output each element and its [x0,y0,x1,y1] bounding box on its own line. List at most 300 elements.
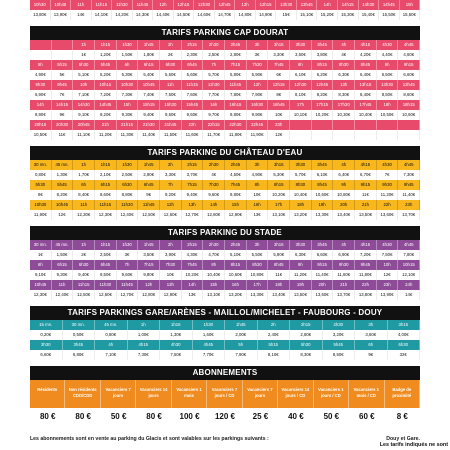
price-cell: 10,40€ [355,110,377,120]
chateau-eau-title: TARIFS PARKING DU CHÂTEAU D'EAU [30,146,420,160]
duration-cell: 2h [160,240,182,250]
price-cell: 1,50€ [52,250,74,260]
price-cell: 9,20€ [160,190,182,200]
price-cell: 7,10€ [73,90,95,100]
duration-cell: 45 mn. [95,320,128,330]
price-cell: 5,50€ [160,70,182,80]
duration-cell: 5h [30,60,52,70]
price-cell: 1,50€ [117,50,139,60]
duration-cell: 7h30 [247,60,269,70]
duration-cell: 15h30 [160,100,182,110]
price-cell: 2,90€ [138,170,160,180]
price-cell: 1€ [30,250,52,260]
price-cell: 10,50€ [30,130,52,140]
top-header-row [30,0,420,10]
duration-cell: 2h [160,160,182,170]
price-cell: 5€ [52,70,74,80]
price-cell: 9,70€ [203,110,225,120]
price-cell: 14€ [398,290,420,300]
price-cell: 12,50€ [73,290,95,300]
price-cell: 11€ [52,130,74,140]
price-cell: 10,20€ [268,190,290,200]
duration-cell: 16h15 [225,100,247,110]
note-left-text: Les abonnements sont en vente au parking du Glacis et sont valables sur les parkings suivants : [30,436,269,442]
duration-cell: 10h30 [30,200,52,210]
price-cell: 11,60€ [333,270,355,280]
price-row [30,110,420,120]
price-cell: 5,60€ [182,70,204,80]
duration-row [30,320,420,330]
price-cell: 5,30€ [268,170,290,180]
duration-cell: 5h45 [323,340,356,350]
duration-cell: 7h30 [203,180,225,190]
abonnement-price-cell: 100 € [179,412,200,421]
duration-cell: 6h [117,60,139,70]
price-cell: 3€ [117,250,139,260]
duration-cell [333,120,355,130]
abonnements-note [30,436,420,442]
duration-cell: 12h [153,0,174,10]
duration-cell: 2h15 [290,320,323,330]
price-cell [30,50,52,60]
duration-cell: 4h30 [377,40,399,50]
price-cell: 9,90€ [247,110,269,120]
price-cell: 8,50€ [323,350,356,360]
duration-cell: 7h15 [225,60,247,70]
duration-cell: 14h30 [73,100,95,110]
duration-cell: 7h45 [225,180,247,190]
price-cell: 12,70€ [182,210,204,220]
duration-cell: 23h [377,280,399,290]
price-cell: 6,20€ [312,70,334,80]
duration-cell: 4h [333,240,355,250]
price-row [30,50,420,60]
duration-cell: 8h45 [268,260,290,270]
duration-cell: 19h [290,280,312,290]
price-cell: 4,30€ [182,250,204,260]
duration-cell: 9h15 [398,60,420,70]
price-cell: 3,80€ [312,50,334,60]
duration-cell: 7h15 [182,180,204,190]
price-cell: 7,60€ [182,90,204,100]
abonnement-price-cell: 60 € [359,412,375,421]
duration-cell: 13h15 [355,80,377,90]
duration-cell: 1h [73,40,95,50]
chateau-eau-table [30,160,420,220]
price-cell: 4€ [203,170,225,180]
price-cell: 12,70€ [117,290,139,300]
duration-cell: 18h15 [398,100,420,110]
duration-cell: 22h [355,280,377,290]
price-cell: 5,80€ [225,70,247,80]
duration-cell: 3h45 [63,340,96,350]
duration-cell: 4h [333,160,355,170]
duration-cell: 20h45 [73,120,95,130]
duration-cell: 3h [247,40,269,50]
duration-cell [30,40,52,50]
abonnement-price-cell: 40 € [288,412,304,421]
tariff-page [30,0,420,450]
duration-cell: 1h45 [138,240,160,250]
abonnement-type-cell: Vacanciers 7 jours [101,380,136,408]
price-cell: 13,80€ [30,10,51,20]
price-cell: 3,30€ [160,170,182,180]
duration-cell: 15h [117,100,139,110]
price-cell: 12,30€ [30,290,52,300]
price-cell: 0,80€ [30,170,52,180]
duration-cell: 6h30 [160,60,182,70]
duration-row [30,260,420,270]
duration-cell: 4h15 [355,40,377,50]
duration-cell: 12h30 [290,80,312,90]
duration-cell: 14h [317,0,338,10]
price-cell: 11,50€ [160,130,182,140]
price-cell: 9,40€ [138,110,160,120]
price-cell: 11,60€ [182,130,204,140]
duration-cell: 11h45 [225,80,247,90]
duration-cell: 12h [247,80,269,90]
price-cell: 9€ [355,350,388,360]
price-cell: 2,80€ [225,50,247,60]
price-cell: 5,90€ [268,250,290,260]
duration-cell: 4h30 [377,240,399,250]
duration-cell: 1h45 [138,160,160,170]
duration-cell: 1h15 [95,160,117,170]
price-cell [290,130,312,140]
price-cell: 1,70€ [73,170,95,180]
price-cell: 7,50€ [377,250,399,260]
price-cell: 13,80€ [355,290,377,300]
duration-cell: 10h45 [52,200,74,210]
price-cell: 13,90€ [51,10,72,20]
duration-cell: 4h45 [398,40,420,50]
price-cell: 11,20€ [95,130,117,140]
price-cell: 11,20€ [377,190,399,200]
price-cell: 0,50€ [63,330,96,340]
duration-cell: 3h45 [312,240,334,250]
price-cell: 13,30€ [312,210,334,220]
abonnement-price-cell: 8 € [396,412,408,421]
duration-cell [355,120,377,130]
duration-cell: 9h30 [30,80,52,90]
duration-cell: 19h [312,200,334,210]
price-cell: 8,20€ [312,90,334,100]
price-cell: 32€ [388,350,421,360]
duration-cell: 10h [73,80,95,90]
duration-cell: 5h15 [52,60,74,70]
price-cell: 2,50€ [203,50,225,60]
abonnement-type-cell: Vacanciers 7 jours / CD [207,380,242,408]
duration-cell: 3h15 [268,240,290,250]
price-cell: 10,60€ [225,270,247,280]
duration-cell: 8h30 [247,260,269,270]
duration-cell: 20h15 [30,120,52,130]
duration-cell: 16h45 [268,100,290,110]
price-cell: 4,00€ [388,330,421,340]
price-cell: 9,40€ [182,190,204,200]
price-cell: 12€ [52,210,74,220]
stade-table [30,240,420,300]
duration-cell: 7h15 [138,260,160,270]
price-row [30,250,420,260]
price-cell: 7,80€ [225,90,247,100]
price-cell: 5,90€ [247,70,269,80]
duration-cell: 3h [247,240,269,250]
abonnement-type-cell: Vacanciers 14 jours / CD [278,380,313,408]
duration-cell: 4h45 [193,340,226,350]
duration-cell: 11h45 [138,200,160,210]
duration-cell: 11h45 [117,280,139,290]
price-cell: 3,70€ [182,170,204,180]
duration-cell: 2h45 [225,40,247,50]
duration-cell: 6h30 [388,340,421,350]
price-cell: 15€ [276,10,297,20]
duration-cell: 10h [377,260,399,270]
duration-row [30,180,420,190]
duration-cell: 9h [290,260,312,270]
duration-cell: 15h [400,0,421,10]
price-cell: 11,90€ [247,130,269,140]
price-cell: 2,40€ [258,330,291,340]
price-cell: 13,20€ [290,210,312,220]
price-cell: 14,40€ [153,10,174,20]
abonnement-type-cell: Vacanciers 1 mois [172,380,207,408]
price-cell: 13,20€ [225,290,247,300]
price-cell: 13,70€ [398,210,420,220]
duration-cell: 22h [377,200,399,210]
price-cell: 10€ [268,110,290,120]
duration-cell: 21h [333,280,355,290]
price-cell: 14,60€ [194,10,215,20]
duration-cell: 4h15 [128,340,161,350]
duration-cell: 14h15 [338,0,359,10]
price-cell: 7,50€ [160,350,193,360]
duration-cell: 4h15 [355,240,377,250]
price-cell: 6,60€ [398,70,420,80]
duration-row [30,60,420,70]
price-cell: 10,10€ [290,110,312,120]
duration-cell: 17h [268,200,290,210]
duration-cell: 22h45 [247,120,269,130]
duration-row [30,200,420,210]
price-cell: 9€ [138,190,160,200]
price-cell: 13,40€ [268,290,290,300]
top-value-row [30,10,420,20]
price-cell: 3,60€ [355,330,388,340]
price-cell: 3,50€ [290,50,312,60]
duration-cell: 45 mn. [52,240,74,250]
duration-cell: 6h [30,260,52,270]
price-cell: 7,70€ [203,90,225,100]
price-cell: 7,30€ [128,350,161,360]
price-cell: 4,60€ [398,50,420,60]
duration-cell: 30 mn. [30,160,52,170]
price-cell: 6,90€ [30,90,52,100]
duration-cell: 7h45 [182,260,204,270]
duration-cell: 13h [160,280,182,290]
duration-cell: 9h30 [333,260,355,270]
price-cell: 11,40€ [138,130,160,140]
price-cell: 5,20€ [95,70,117,80]
price-cell [377,130,399,140]
duration-row [30,120,420,130]
duration-cell: 6h30 [73,260,95,270]
price-cell [355,130,377,140]
price-cell: 2€ [73,250,95,260]
duration-cell: 11h [52,280,74,290]
price-cell: 9€ [52,110,74,120]
price-cell: 12€ [377,270,399,280]
duration-cell: 10h15 [398,260,420,270]
price-cell: 12,80€ [203,210,225,220]
price-cell: 4,70€ [203,250,225,260]
duration-cell: 10h45 [51,0,72,10]
duration-cell: 7h [203,60,225,70]
price-row [30,130,420,140]
price-cell: 3,30€ [268,50,290,60]
duration-cell: 12h30 [194,0,215,10]
abonnement-type-cell: Badge de proximité [385,380,420,408]
duration-cell: 15 mn. [30,320,63,330]
price-row [30,90,420,100]
duration-cell: 11h15 [182,80,204,90]
price-cell: 13€ [182,290,204,300]
duration-cell: 20h [333,200,355,210]
duration-cell: 6h15 [95,180,117,190]
price-cell: 13,90€ [377,290,399,300]
price-cell: 5,70€ [203,70,225,80]
duration-cell: 4h45 [398,240,420,250]
price-cell: 4,90€ [30,70,52,80]
duration-cell: 3h15 [268,40,290,50]
duration-cell: 9h45 [52,80,74,90]
duration-cell: 5h45 [95,60,117,70]
duration-cell: 21h [355,200,377,210]
duration-cell: 11h30 [112,0,133,10]
price-cell: 14€ [71,10,92,20]
duration-cell: 8h [290,60,312,70]
duration-cell: 1h30 [193,320,226,330]
duration-cell: 9h45 [398,180,420,190]
duration-cell [377,120,399,130]
duration-cell: 7h45 [268,60,290,70]
duration-cell: 1h15 [95,40,117,50]
abonnement-type-cell: Vacanciers 1 mois / CD [349,380,384,408]
price-cell: 2,30€ [182,50,204,60]
duration-cell: 4h [95,340,128,350]
price-cell: 4,50€ [225,170,247,180]
duration-cell: 3h15 [388,320,421,330]
duration-cell: 1h30 [117,40,139,50]
duration-cell: 14h15 [52,100,74,110]
stade-title: TARIFS PARKING DU STADE [30,226,420,240]
cap-dourat-table [30,40,420,140]
abonnement-price-cell: 25 € [252,412,269,421]
duration-cell: 9h30 [377,180,399,190]
duration-cell: 7h30 [160,260,182,270]
price-cell: 6,10€ [290,70,312,80]
duration-cell: 11h [160,80,182,90]
price-cell: 15,30€ [338,10,359,20]
gare-title: TARIFS PARKINGS GARE/ARÈNES - MAILLOL/MICHELET - FAUBOURG - DOUY [30,306,420,320]
duration-cell: 1h15 [160,320,193,330]
price-cell: 11,70€ [203,130,225,140]
price-cell: 13,50€ [290,290,312,300]
price-cell: 6,30€ [333,70,355,80]
price-cell: 12,60€ [95,290,117,300]
price-cell: 2,00€ [225,330,258,340]
price-cell: 14,10€ [92,10,113,20]
duration-cell: 9h [377,60,399,70]
price-cell: 4,20€ [355,50,377,60]
duration-cell: 2h15 [182,240,204,250]
duration-cell: 13h45 [398,80,420,90]
abonnement-price-cell: 80 € [146,412,162,421]
duration-cell: 2h [160,40,182,50]
price-cell: 5,70€ [290,170,312,180]
price-cell: 14,70€ [215,10,236,20]
price-cell: 13,50€ [355,210,377,220]
price-row [30,190,420,200]
price-row [30,270,420,280]
duration-cell: 13h [182,200,204,210]
duration-cell: 9h45 [355,260,377,270]
duration-cell: 12h [160,200,182,210]
duration-cell: 3h30 [290,40,312,50]
price-cell: 9,60€ [203,190,225,200]
price-cell: 12,90€ [160,290,182,300]
duration-cell: 7h [160,180,182,190]
price-cell: 15,10€ [297,10,318,20]
duration-cell: 13h30 [377,80,399,90]
duration-cell: 3h45 [312,40,334,50]
duration-cell: 6h15 [52,260,74,270]
duration-cell: 6h [355,340,388,350]
abonnements-header-row [30,380,420,408]
cap-dourat-title: TARIFS PARKING CAP DOURAT [30,26,420,40]
price-cell: 9,20€ [95,110,117,120]
price-cell: 9,30€ [52,270,74,280]
duration-cell: 1h30 [117,160,139,170]
price-cell: 11,80€ [355,270,377,280]
duration-cell: 1h [73,160,95,170]
price-cell: 10,80€ [247,270,269,280]
duration-cell: 3h [355,320,388,330]
price-cell: 6,10€ [312,170,334,180]
duration-cell: 5h30 [73,60,95,70]
duration-row [30,100,420,110]
duration-cell: 8h15 [225,260,247,270]
duration-cell: 3h30 [30,340,63,350]
duration-cell: 15h [203,280,225,290]
duration-cell: 1h [128,320,161,330]
duration-cell: 7h [117,260,139,270]
price-cell: 13,10€ [203,290,225,300]
price-cell: 1,30€ [160,330,193,340]
duration-cell [398,120,420,130]
duration-cell: 14h30 [359,0,380,10]
abonnement-price-cell: 80 € [39,412,56,421]
duration-cell: 1h [73,240,95,250]
duration-cell: 6h30 [117,180,139,190]
price-cell [52,50,74,60]
duration-cell: 11h15 [73,280,95,290]
duration-cell: 12h45 [312,80,334,90]
price-cell: 12,50€ [138,210,160,220]
abonnement-price-cell: 50 € [323,412,340,421]
price-cell: 12,60€ [160,210,182,220]
duration-cell: 4h30 [377,160,399,170]
